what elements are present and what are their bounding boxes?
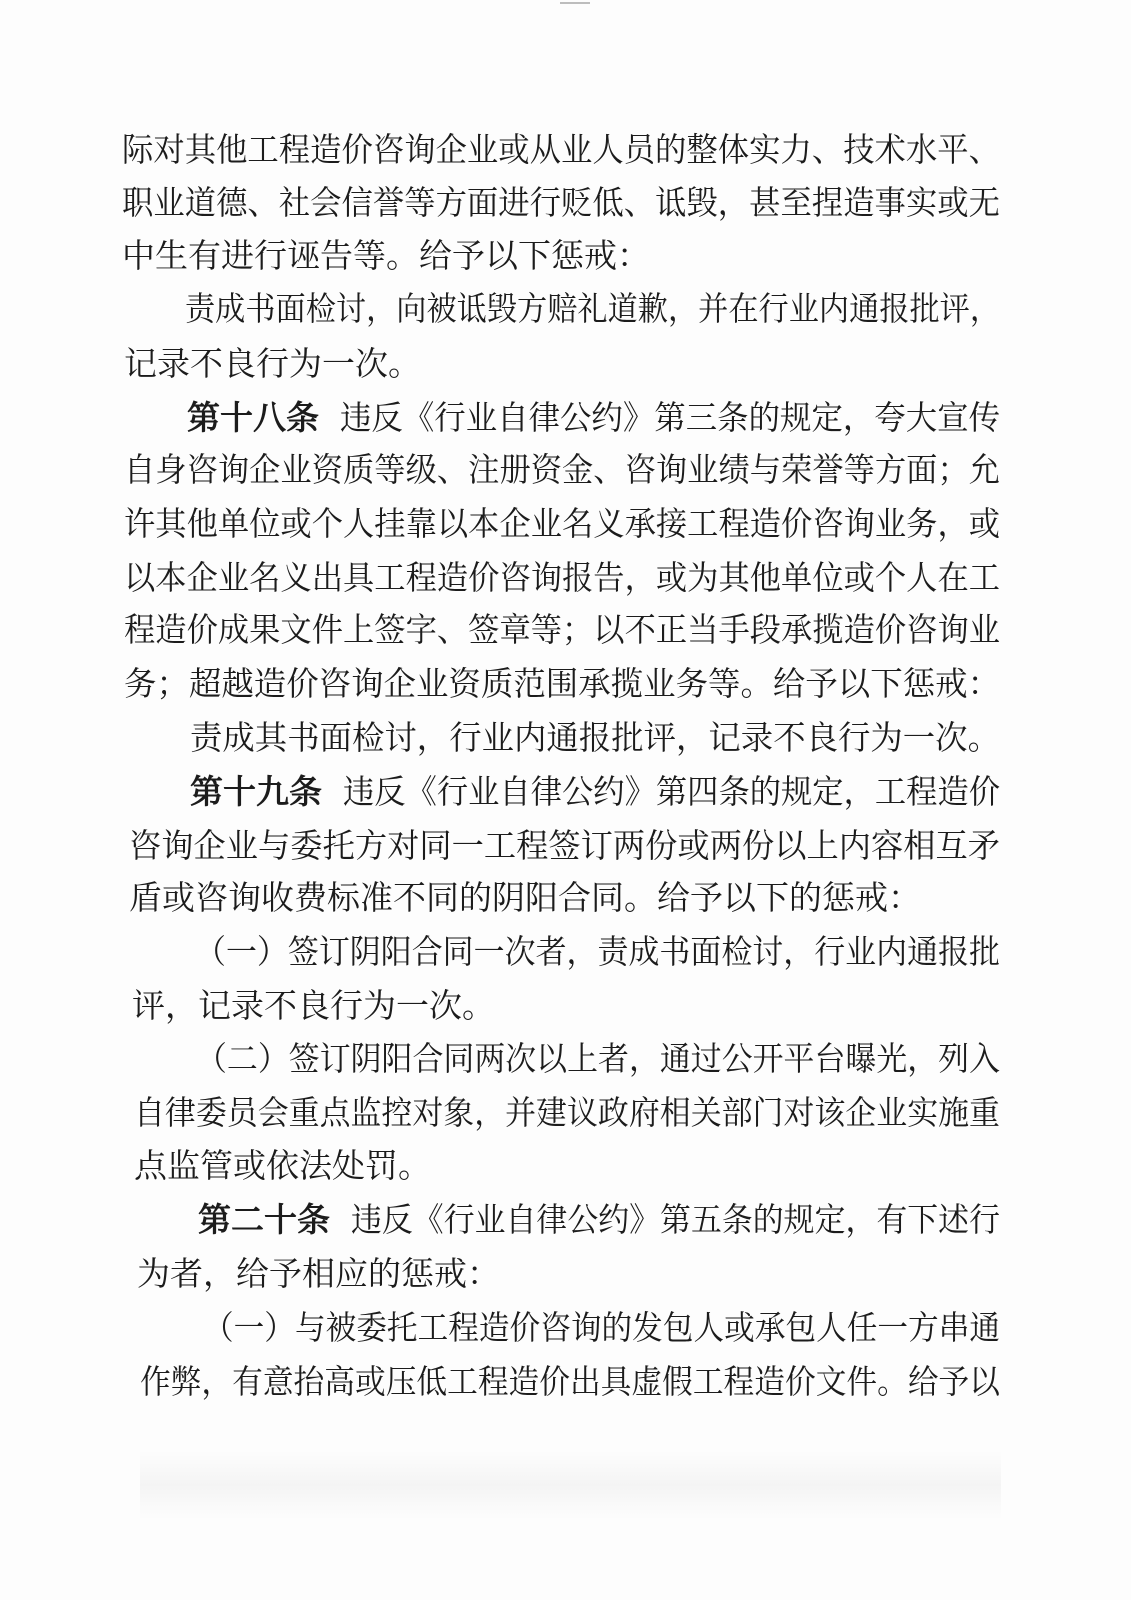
line-text: 自身咨询企业资质等级、注册资金、咨询业绩与荣誉等方面；允 <box>124 450 1001 489</box>
article-18-line <box>0 388 1131 448</box>
line-text: 盾或咨询收费标准不同的阴阳合同。给予以下的惩戒： <box>129 878 921 917</box>
line-text: 自律委员会重点监控对象，并建议政府相关部门对该企业实施重 <box>134 1093 1000 1132</box>
text-line <box>0 922 1131 982</box>
line-text: 为者，给予相应的惩戒： <box>137 1254 500 1293</box>
line-text: 责成其书面检讨，行业内通报批评，记录不良行为一次。 <box>190 718 1000 757</box>
text-line <box>0 1083 1131 1143</box>
text-line <box>0 1298 1131 1358</box>
line-text: 务；超越造价咨询企业资质范围承揽业务等。给予以下惩戒： <box>124 664 1001 703</box>
text-line <box>0 708 1131 768</box>
line-text: 违反《行业自律公约》第四条的规定，工程造价 <box>343 772 1001 811</box>
line-text: 违反《行业自律公约》第三条的规定，夸大宣传 <box>340 398 1001 437</box>
line-text: 际对其他工程造价咨询企业或从业人员的整体实力、技术水平、 <box>122 130 1000 169</box>
text-line <box>0 816 1131 876</box>
line-text: 点监管或依法处罚。 <box>134 1146 431 1185</box>
text-line <box>0 1136 1131 1196</box>
line-text: （二）签订阴阳合同两次以上者，通过公开平台曝光，列入 <box>196 1039 1001 1078</box>
text-line <box>0 440 1131 500</box>
text-line <box>0 654 1131 714</box>
text-line <box>0 1352 1131 1412</box>
text-line <box>0 868 1131 928</box>
text-line <box>0 1244 1131 1304</box>
line-text: 违反《行业自律公约》第五条的规定，有下述行 <box>351 1200 1000 1239</box>
line-text: 评，记录不良行为一次。 <box>132 986 495 1025</box>
line-text: 中生有进行诬告等。给予以下惩戒： <box>122 236 650 275</box>
text-line <box>0 334 1131 394</box>
line-text: 记录不良行为一次。 <box>124 344 421 383</box>
article-19-line <box>0 762 1131 822</box>
bleed-through-shadow <box>140 1450 1001 1520</box>
article-heading: 第十八条 <box>187 398 319 437</box>
line-text: 程造价成果文件上签字、签章等；以不正当手段承揽造价咨询业 <box>124 610 1001 649</box>
text-line <box>0 173 1131 233</box>
line-text: 职业道德、社会信誉等方面进行贬低、诋毁，甚至捏造事实或无 <box>122 183 1000 222</box>
text-line <box>0 494 1131 554</box>
text-line <box>0 226 1131 286</box>
line-text: 责成书面检讨，向被诋毁方赔礼道歉，并在行业内通报批评， <box>185 289 1000 328</box>
line-text: 以本企业名义出具工程造价咨询报告，或为其他单位或个人在工 <box>124 558 1001 597</box>
line-text: 咨询企业与委托方对同一工程签订两份或两份以上内容相互矛 <box>129 826 1001 865</box>
line-text: 作弊，有意抬高或压低工程造价出具虚假工程造价文件。给予以 <box>140 1362 1000 1401</box>
line-text: （一）与被委托工程造价咨询的发包人或承包人任一方串通 <box>203 1308 1000 1347</box>
line-text: （一）签订阴阳合同一次者，责成书面检讨，行业内通报批 <box>195 932 1000 971</box>
article-heading: 第十九条 <box>190 772 322 811</box>
text-line <box>0 279 1131 339</box>
text-line <box>0 1029 1131 1089</box>
article-20-line <box>0 1190 1131 1250</box>
text-line <box>0 120 1131 180</box>
line-text: 许其他单位或个人挂靠以本企业名义承接工程造价咨询业务，或 <box>124 504 1001 543</box>
text-line <box>0 548 1131 608</box>
article-heading: 第二十条 <box>198 1200 330 1239</box>
text-line <box>0 976 1131 1036</box>
text-line <box>0 600 1131 660</box>
page-edge-mark <box>560 2 590 4</box>
